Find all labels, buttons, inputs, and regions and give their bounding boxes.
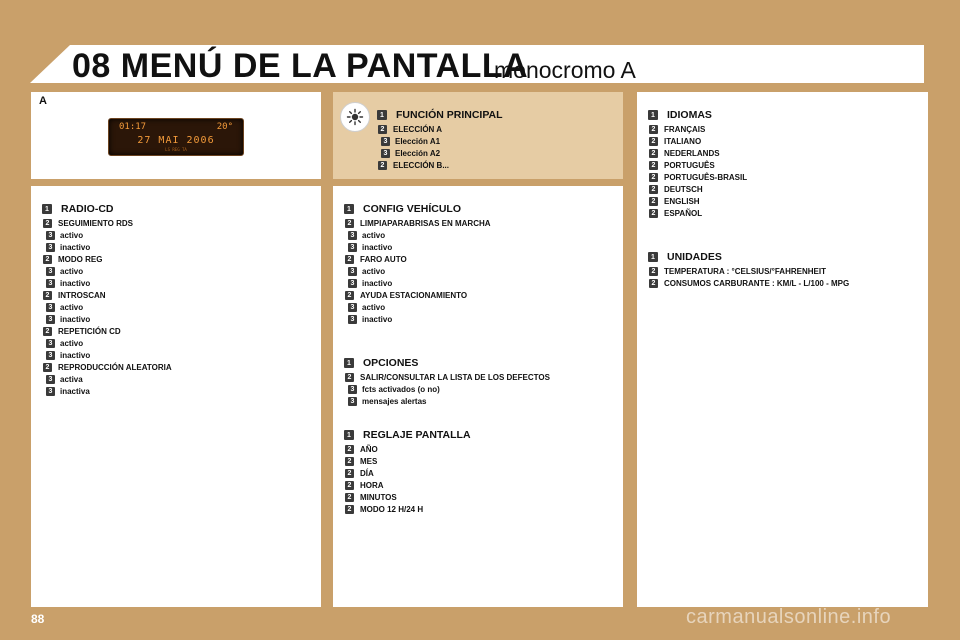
menu-item-text: TEMPERATURA : °CELSIUS/°FAHRENHEIT: [664, 266, 826, 276]
menu-item: [344, 443, 471, 455]
menu-item-text: DEUTSCH: [664, 184, 703, 194]
menu-item: [344, 383, 550, 395]
level-3-badge: 3: [348, 279, 357, 288]
menu-item: [344, 277, 491, 289]
section-title: [648, 249, 849, 265]
page-number: 88: [31, 612, 45, 626]
level-3-badge: 3: [348, 231, 357, 240]
menu-item-text: LIMPIAPARABRISAS EN MARCHA: [360, 218, 491, 228]
menu-item: [648, 265, 849, 277]
menu-item-text: activo: [362, 266, 386, 276]
level-2-badge: 2: [43, 291, 52, 300]
level-2-badge: 2: [345, 219, 354, 228]
level-1-badge: 1: [344, 204, 354, 214]
display-label: A: [39, 95, 47, 107]
menu-item: [377, 123, 503, 135]
level-3-badge: 3: [381, 149, 390, 158]
menu-item-text: MES: [360, 456, 378, 466]
section-title: [377, 107, 503, 123]
level-2-badge: 2: [649, 185, 658, 194]
level-2-badge: 2: [649, 149, 658, 158]
level-3-badge: 3: [46, 375, 55, 384]
section-title-text: OPCIONES: [363, 357, 419, 369]
menu-item-text: AÑO: [360, 444, 378, 454]
menu-item-text: ELECCIÓN A: [393, 124, 443, 134]
menu-item: [42, 289, 172, 301]
level-3-badge: 3: [46, 351, 55, 360]
menu-item: [42, 325, 172, 337]
menu-item-text: activa: [60, 374, 83, 384]
page-subtitle: monocromo A: [494, 57, 636, 83]
menu-item: [42, 241, 172, 253]
section-title: [648, 107, 747, 123]
menu-item-text: inactiva: [60, 386, 90, 396]
level-3-badge: 3: [46, 267, 55, 276]
menu-item-text: Elección A1: [395, 136, 441, 146]
menu-item-text: NEDERLANDS: [664, 148, 720, 158]
level-3-badge: 3: [46, 303, 55, 312]
menu-item-text: MODO REG: [58, 254, 103, 264]
menu-item: [344, 395, 550, 407]
level-1-badge: 1: [344, 430, 354, 440]
menu-item-text: DÍA: [360, 468, 374, 478]
section-funcion-principal: [377, 107, 503, 171]
menu-item-text: FRANÇAIS: [664, 124, 706, 134]
menu-item: [344, 455, 471, 467]
level-3-badge: 3: [348, 243, 357, 252]
menu-item-text: CONSUMOS CARBURANTE : KM/L - L/100 - MPG: [664, 278, 850, 288]
menu-item: [377, 147, 503, 159]
menu-item-text: inactivo: [60, 242, 91, 252]
menu-item: [42, 265, 172, 277]
level-2-badge: 2: [345, 469, 354, 478]
level-1-badge: 1: [648, 252, 658, 262]
level-2-badge: 2: [345, 505, 354, 514]
menu-item-text: AYUDA ESTACIONAMIENTO: [360, 290, 468, 300]
level-2-badge: 2: [649, 173, 658, 182]
menu-item: [648, 195, 747, 207]
menu-item: [648, 147, 747, 159]
level-2-badge: 2: [345, 493, 354, 502]
menu-item-text: PORTUGUÊS: [664, 160, 715, 170]
menu-item: [344, 253, 491, 265]
menu-item-text: SALIR/CONSULTAR LA LISTA DE LOS DEFECTOS: [360, 372, 550, 382]
menu-item: [344, 467, 471, 479]
menu-item-text: inactivo: [362, 242, 393, 252]
menu-item-text: activo: [362, 230, 386, 240]
menu-item-text: ESPAÑOL: [664, 208, 703, 218]
menu-item: [377, 135, 503, 147]
level-2-badge: 2: [43, 219, 52, 228]
menu-item-text: fcts activados (o no): [362, 384, 440, 394]
display-temp: 20°: [216, 122, 233, 132]
level-2-badge: 2: [345, 291, 354, 300]
menu-item: [344, 229, 491, 241]
menu-item-text: SEGUIMIENTO RDS: [58, 218, 133, 228]
section-title: [344, 427, 471, 443]
menu-item: [42, 337, 172, 349]
menu-item: [648, 207, 747, 219]
menu-item-text: activo: [60, 266, 84, 276]
menu-item: [42, 301, 172, 313]
level-3-badge: 3: [46, 231, 55, 240]
level-2-badge: 2: [378, 161, 387, 170]
section-title: [42, 201, 172, 217]
section-title-text: RADIO-CD: [61, 203, 114, 215]
display-date: 27 MAI 2006: [137, 135, 215, 146]
section-idiomas: [648, 107, 747, 219]
menu-item: [344, 479, 471, 491]
menu-item: [42, 229, 172, 241]
menu-item-text: INTROSCAN: [58, 290, 106, 300]
menu-item: [344, 503, 471, 515]
menu-item: [377, 159, 503, 171]
section-title-text: IDIOMAS: [667, 109, 712, 121]
menu-item: [42, 277, 172, 289]
menu-item: [42, 217, 172, 229]
level-3-badge: 3: [46, 279, 55, 288]
section-title-text: UNIDADES: [667, 251, 722, 263]
section-title: [344, 355, 550, 371]
level-2-badge: 2: [43, 327, 52, 336]
level-2-badge: 2: [345, 373, 354, 382]
menu-item-text: ENGLISH: [664, 196, 700, 206]
section-title-text: CONFIG VEHÍCULO: [363, 203, 462, 215]
section-radio-cd: [42, 201, 172, 397]
level-2-badge: 2: [649, 137, 658, 146]
menu-item-text: mensajes alertas: [362, 396, 427, 406]
display-indicators: LS REG TA: [165, 147, 187, 152]
level-2-badge: 2: [378, 125, 387, 134]
menu-item-text: REPETICIÓN CD: [58, 326, 121, 336]
level-3-badge: 3: [46, 243, 55, 252]
menu-item: [648, 171, 747, 183]
menu-item: [42, 313, 172, 325]
section-reglaje-pantalla: [344, 427, 471, 515]
section-title: [344, 201, 491, 217]
level-2-badge: 2: [345, 481, 354, 490]
menu-item: [344, 265, 491, 277]
section-config-vehiculo: [344, 201, 491, 325]
menu-item-text: inactivo: [60, 314, 91, 324]
display-time: 01:17: [119, 122, 147, 132]
menu-item: [42, 385, 172, 397]
menu-item: [344, 491, 471, 503]
menu-item: [42, 373, 172, 385]
watermark: carmanualsonline.info: [686, 606, 892, 628]
menu-item-text: REPRODUCCIÓN ALEATORIA: [58, 362, 172, 372]
level-3-badge: 3: [381, 137, 390, 146]
level-2-badge: 2: [43, 255, 52, 264]
level-2-badge: 2: [345, 457, 354, 466]
level-2-badge: 2: [345, 445, 354, 454]
monochrome-display: [108, 118, 244, 156]
level-1-badge: 1: [344, 358, 354, 368]
level-3-badge: 3: [46, 339, 55, 348]
level-2-badge: 2: [43, 363, 52, 372]
menu-item: [42, 361, 172, 373]
menu-item: [344, 371, 550, 383]
level-3-badge: 3: [348, 385, 357, 394]
section-opciones: [344, 355, 550, 407]
menu-item-text: ITALIANO: [664, 136, 702, 146]
level-2-badge: 2: [649, 161, 658, 170]
menu-item-text: activo: [60, 338, 84, 348]
menu-item-text: inactivo: [362, 314, 393, 324]
level-2-badge: 2: [649, 267, 658, 276]
menu-item-text: ELECCIÓN B...: [393, 160, 450, 170]
level-3-badge: 3: [46, 315, 55, 324]
section-title-text: FUNCIÓN PRINCIPAL: [396, 109, 503, 121]
menu-item: [648, 123, 747, 135]
level-1-badge: 1: [42, 204, 52, 214]
menu-item-text: activo: [60, 230, 84, 240]
menu-item: [42, 349, 172, 361]
menu-item: [344, 217, 491, 229]
menu-item: [648, 277, 849, 289]
menu-item-text: activo: [362, 302, 386, 312]
menu-item-text: activo: [60, 302, 84, 312]
level-2-badge: 2: [649, 125, 658, 134]
level-3-badge: 3: [348, 267, 357, 276]
menu-item-text: inactivo: [60, 278, 91, 288]
menu-item: [344, 289, 491, 301]
menu-item-text: MINUTOS: [360, 492, 397, 502]
level-3-badge: 3: [348, 303, 357, 312]
level-2-badge: 2: [649, 209, 658, 218]
menu-item: [344, 241, 491, 253]
section-unidades: [648, 249, 849, 289]
menu-item: [648, 159, 747, 171]
level-2-badge: 2: [345, 255, 354, 264]
level-1-badge: 1: [377, 110, 387, 120]
menu-item: [648, 183, 747, 195]
level-2-badge: 2: [649, 197, 658, 206]
menu-item-text: HORA: [360, 480, 384, 490]
level-2-badge: 2: [649, 279, 658, 288]
menu-item-text: Elección A2: [395, 148, 441, 158]
menu-item: [648, 135, 747, 147]
light-icon: [340, 102, 370, 132]
menu-item-text: inactivo: [60, 350, 91, 360]
level-1-badge: 1: [648, 110, 658, 120]
level-3-badge: 3: [46, 387, 55, 396]
section-title-text: REGLAJE PANTALLA: [363, 429, 471, 441]
menu-item-text: FARO AUTO: [360, 254, 407, 264]
menu-item: [344, 301, 491, 313]
menu-item-text: PORTUGUÊS-BRASIL: [664, 172, 748, 182]
menu-item-text: inactivo: [362, 278, 393, 288]
level-3-badge: 3: [348, 315, 357, 324]
level-3-badge: 3: [348, 397, 357, 406]
menu-item-text: MODO 12 H/24 H: [360, 504, 424, 514]
menu-item: [42, 253, 172, 265]
menu-item: [344, 313, 491, 325]
page-title: 08 MENÚ DE LA PANTALLA: [72, 47, 529, 85]
